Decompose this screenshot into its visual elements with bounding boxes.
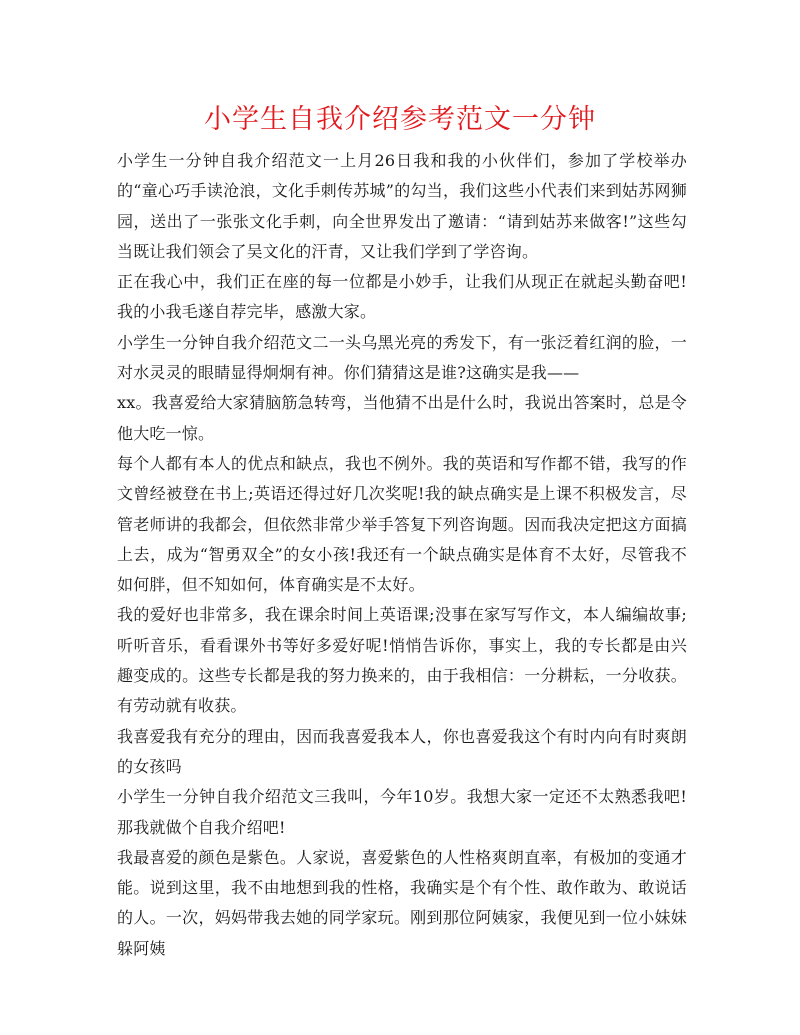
- paragraph: xx。我喜爱给大家猜脑筋急转弯，当他猜不出是什么时，我说出答案时，总是令他大吃一惊。: [117, 393, 687, 443]
- paragraph: 每个人都有本人的优点和缺点，我也不例外。我的英语和写作都不错，我写的作文曾经被登在书上;英语还得过好几次奖呢!我的缺点确实是上课不积极发言，尽管老师讲的我都会，但依然非常少举手答复下列咨询题。因而我决定把这方面搞上去，成为“智勇双全”的女小孩!我还有一个缺点确实是体育不太好，尽管我不如何胖，但不知如何，体育确实是不太好。: [117, 453, 687, 595]
- paragraph: 小学生一分钟自我介绍范文三我叫，今年10岁。我想大家一定还不太熟悉我吧!那我就做个自我介绍吧!: [117, 787, 687, 837]
- paragraph: 我的爱好也非常多，我在课余时间上英语课;没事在家写写作文，本人编编故事;听听音乐，看看课外书等好多爱好呢!悄悄告诉你，事实上，我的专长都是由兴趣变成的。这些专长都是我的努力换来的，由于我相信：一分耕耘，一分收获。有劳动就有收获。: [117, 605, 687, 716]
- paragraph: 我最喜爱的颜色是紫色。人家说，喜爱紫色的人性格爽朗直率，有极加的变通才能。说到这里，我不由地想到我的性格，我确实是个有个性、敢作敢为、敢说话的人。一次，妈妈带我去她的同学家玩。刚到那位阿姨家，我便见到一位小妹妹躲阿姨: [117, 847, 687, 958]
- paragraph: 我喜爱我有充分的理由，因而我喜爱我本人，你也喜爱我这个有时内向有时爽朗的女孩吗: [117, 726, 687, 776]
- paragraph: 正在我心中，我们正在座的每一位都是小妙手，让我们从现正在就起头勤奋吧!我的小我毛遂自荐完毕，感激大家。: [117, 272, 687, 322]
- document-body: [117, 146, 687, 964]
- paragraph: 小学生一分钟自我介绍范文一上月26日我和我的小伙伴们，参加了学校举办的“童心巧手读沧浪，文化手刺传苏城”的勾当，我们这些小代表们来到姑苏网狮园，送出了一张张文化手刺，向全世界发出了邀请：“请到姑苏来做客!”这些勾当既让我们领会了吴文化的汗青，又让我们学到了学咨询。: [117, 151, 687, 261]
- document-title: 小学生自我介绍参考范文一分钟: [204, 104, 596, 135]
- paragraph: 小学生一分钟自我介绍范文二一头乌黑光亮的秀发下，有一张泛着红润的脸，一对水灵灵的眼睛显得炯炯有神。你们猜猜这是谁?这确实是我——: [117, 332, 687, 383]
